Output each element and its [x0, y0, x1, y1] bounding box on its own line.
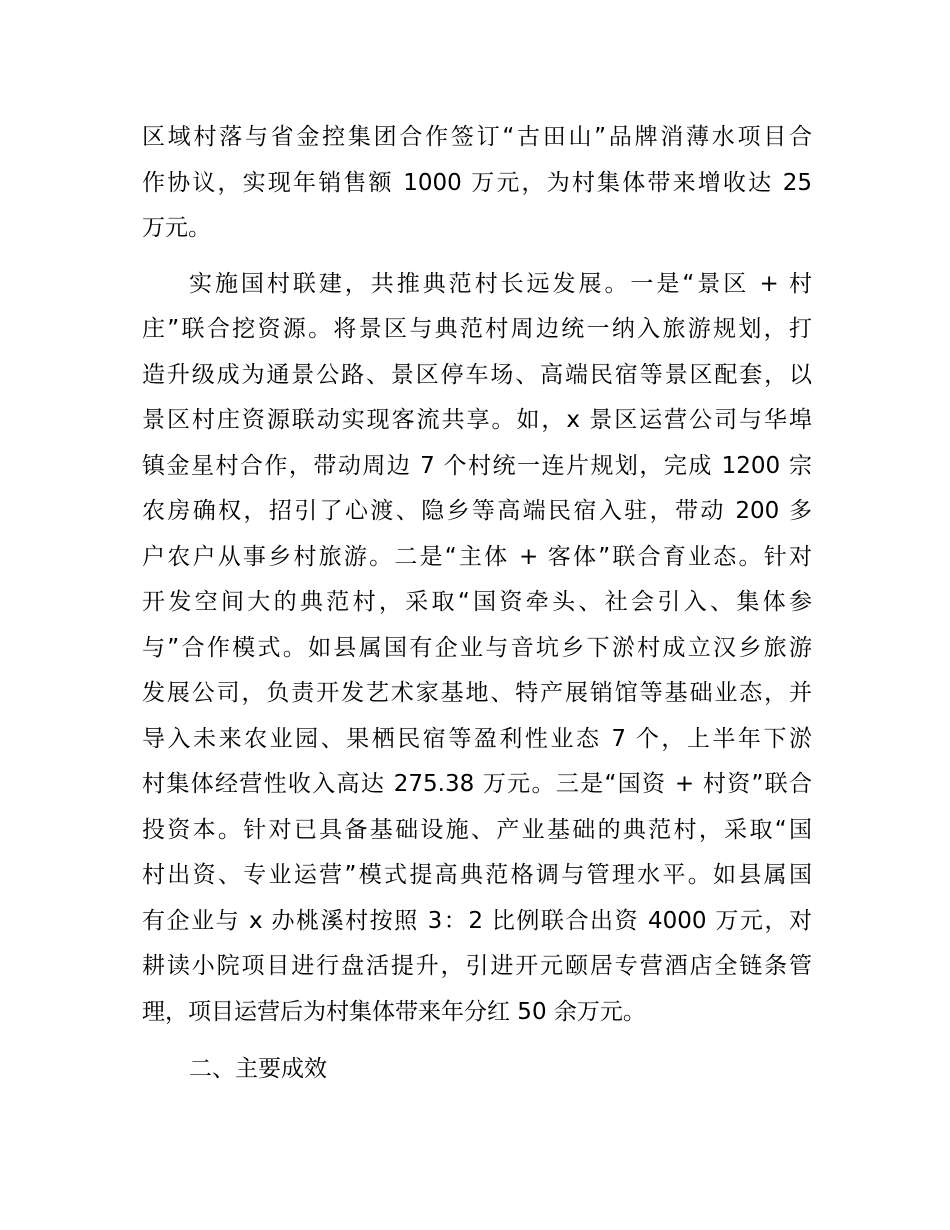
text-line: 景区村庄资源联动实现客流共享。如，x 景区运营公司与华埠 — [142, 407, 812, 433]
text-line: 与”合作模式。如县属国有企业与音坑乡下淤村成立汉乡旅游 — [142, 634, 812, 661]
text-line: 区域村落与省金控集团合作签订“古田山”品牌消薄水项目合 — [142, 124, 812, 150]
text-line: 耕读小院项目进行盘活提升，引进开元颐居专营酒店全链条管 — [142, 953, 812, 979]
text-line: 造升级成为通景公路、景区停车场、高端民宿等景区配套，以 — [142, 361, 812, 388]
text-line: 农房确权，招引了心渡、隐乡等高端民宿入驻，带动 200 多 — [142, 498, 812, 524]
heading-text: 二、主要成效 — [189, 1056, 327, 1082]
document-body — [142, 115, 812, 1093]
section-heading — [142, 1047, 812, 1093]
paragraph-1 — [142, 115, 812, 252]
text-line: 作协议，实现年销售额 1000 万元，为村集体带来增收达 25 — [142, 169, 812, 196]
text-line: 实施国村联建，共推典范村长远发展。一是“景区 + 村 — [189, 270, 812, 297]
text-line: 万元。 — [142, 215, 211, 241]
text-line: 开发空间大的典范村，采取“国资牵头、社会引入、集体参 — [142, 589, 812, 615]
text-line: 村出资、专业运营”模式提高典范格调与管理水平。如县属国 — [142, 862, 812, 888]
text-line: 有企业与 x 办桃溪村按照 3：2 比例联合出资 4000 万元，对 — [142, 907, 812, 934]
text-line: 投资本。针对已具备基础设施、产业基础的典范村，采取“国 — [142, 816, 812, 843]
text-line: 镇金星村合作，带动周边 7 个村统一连片规划，完成 1200 宗 — [142, 452, 812, 479]
text-line: 导入未来农业园、果栖民宿等盈利性业态 7 个，上半年下淤 — [142, 725, 812, 752]
text-line: 村集体经营性收入高达 275.38 万元。三是“国资 + 村资”联合 — [142, 771, 812, 797]
text-line: 庄”联合挖资源。将景区与典范村周边统一纳入旅游规划，打 — [142, 316, 812, 342]
text-line: 户农户从事乡村旅游。二是“主体 + 客体”联合育业态。针对 — [142, 543, 812, 570]
text-line: 理，项目运营后为村集体带来年分红 50 余万元。 — [142, 998, 646, 1025]
text-line: 发展公司，负责开发艺术家基地、特产展销馆等基础业态，并 — [142, 680, 812, 706]
paragraph-2 — [142, 262, 812, 1036]
